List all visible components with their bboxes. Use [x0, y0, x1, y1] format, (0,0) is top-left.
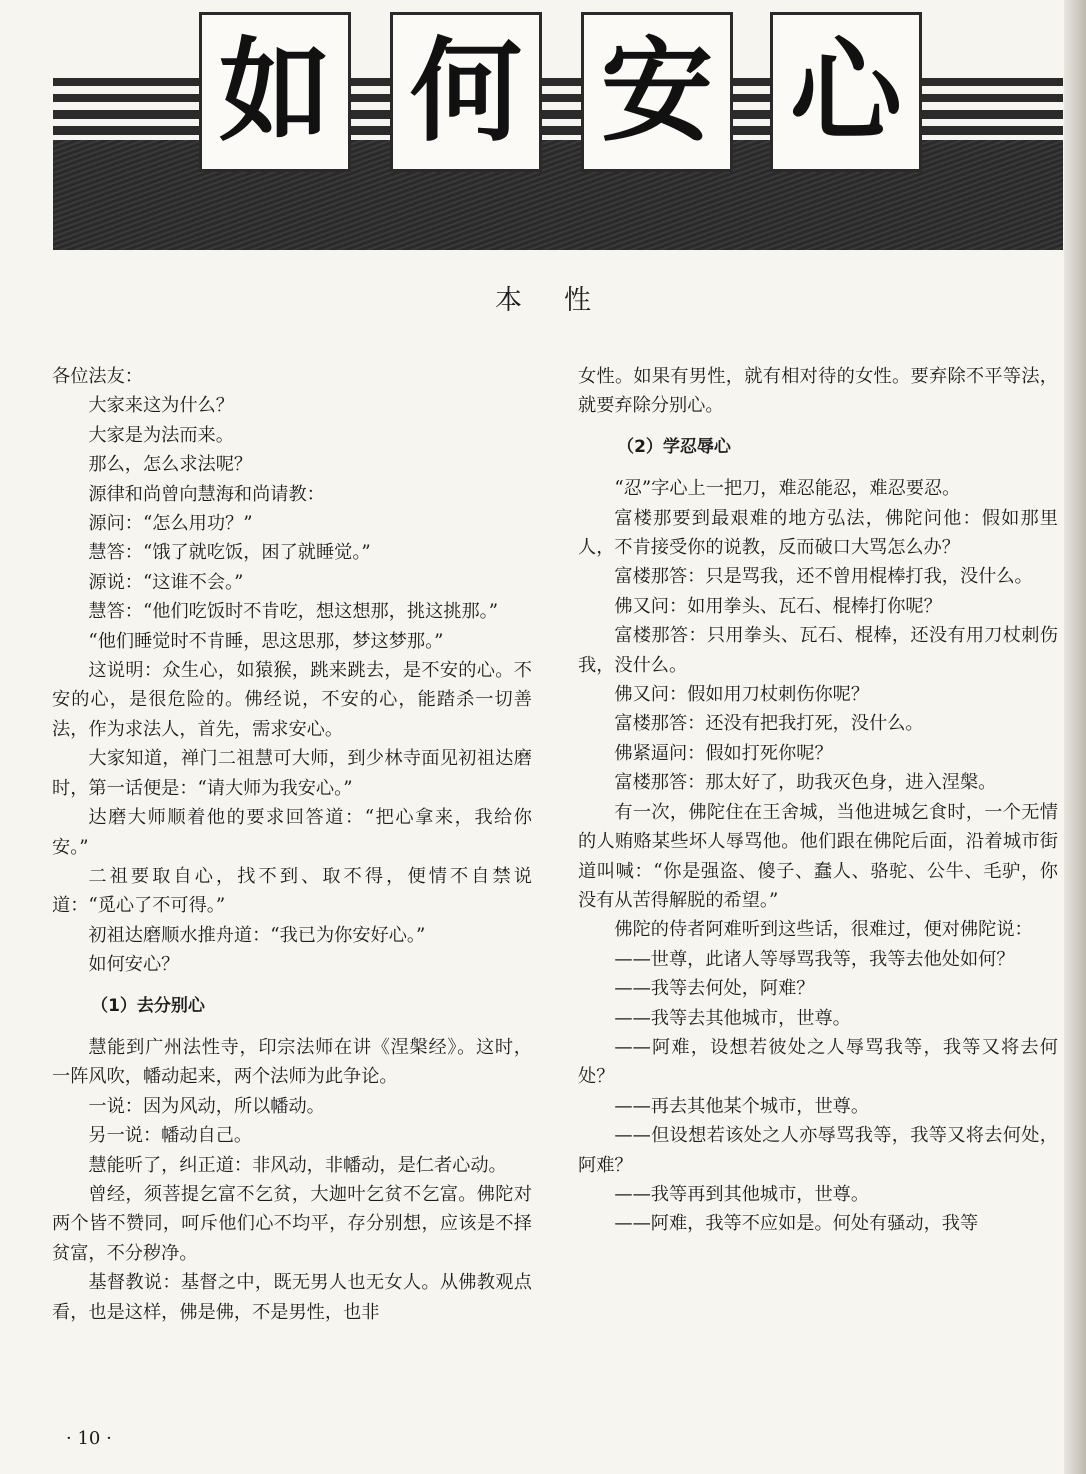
- paragraph: 达磨大师顺着他的要求回答道：“把心拿来，我给你安。”: [52, 807, 532, 858]
- paragraph: 曾经，须菩提乞富不乞贫，大迦叶乞贫不乞富。佛陀对两个皆不赞同，呵斥他们心不均平，存分别想，应该是不择贫富，不分秽净。: [52, 1183, 532, 1264]
- paragraph: 富楼那要到最艰难的地方弘法，佛陀问他：假如那里人，不肯接受你的说教，反而破口大骂怎么办？: [578, 507, 1058, 559]
- paragraph: 慧能听了，纠正道：非风动，非幡动，是仁者心动。: [88, 1154, 507, 1176]
- paragraph: ——我等去何处，阿难？: [614, 978, 815, 1000]
- title-char: 安: [601, 26, 713, 157]
- paragraph: ——阿难，我等不应如是。何处有骚动，我等: [614, 1213, 979, 1235]
- paragraph: 大家是为法而来。: [88, 424, 234, 446]
- paragraph: 源说：“这谁不会。”: [88, 571, 244, 593]
- paragraph: 另一说：幡动自己。: [88, 1125, 253, 1147]
- paragraph: ——阿难，设想若彼处之人辱骂我等，我等又将去何处？: [578, 1036, 1058, 1088]
- title-char-box: [390, 12, 542, 172]
- page-edge-shadow: [1064, 0, 1086, 1474]
- title-char-box: [770, 12, 922, 172]
- paragraph: 基督教说：基督之中，既无男人也无女人。从佛教观点看，也是这样，佛是佛，不是男性，也非: [52, 1272, 532, 1323]
- title-char: 何: [410, 26, 522, 157]
- title-char: 如: [219, 26, 331, 157]
- paragraph: ——我等再到其他城市，世尊。: [614, 1183, 870, 1205]
- left-column: [52, 362, 532, 1327]
- paragraph: 源律和尚曾向慧海和尚请教：: [88, 483, 325, 505]
- paragraph: ——但设想若该处之人亦辱骂我等，我等又将去何处，阿难？: [578, 1125, 1058, 1176]
- paragraph: 富楼那答：还没有把我打死，没什么。: [614, 713, 924, 735]
- paragraph: 大家知道，禅门二祖慧可大师，到少林寺面见初祖达磨时，第一话便是：“请大师为我安心。”: [52, 748, 532, 799]
- title-banner: [53, 8, 1063, 248]
- right-column: [578, 362, 1058, 1239]
- paragraph: 慧答：“他们吃饭时不肯吃，想这想那，挑这挑那。”: [88, 601, 499, 623]
- paragraph: ——再去其他某个城市，世尊。: [614, 1095, 870, 1117]
- section-title: 本性: [495, 285, 633, 316]
- paragraph: 富楼那答：只是骂我，还不曾用棍棒打我，没什么。: [614, 566, 1033, 588]
- paragraph: 这说明：众生心，如猿猴，跳来跳去，是不安的心。不安的心，是很危险的。佛经说，不安的心，能踏杀一切善法，作为求法人，首先，需求安心。: [52, 660, 532, 740]
- paragraph: 大家来这为什么？: [88, 395, 234, 417]
- paragraph: 源问：“怎么用功？”: [88, 513, 253, 535]
- paragraph: 佛陀的侍者阿难听到这些话，很难过，便对佛陀说：: [614, 919, 1033, 941]
- paragraph: ——我等去其他城市，世尊。: [614, 1007, 851, 1029]
- paragraph: 二祖要取自心，找不到、取不得，便情不自禁说道：“觅心了不可得。”: [52, 865, 532, 917]
- paragraph: 佛又问：假如用刀杖刺伤你呢？: [614, 684, 870, 706]
- title-char-box: [581, 12, 733, 172]
- title-char: 心: [790, 26, 902, 157]
- title-char-box: [199, 12, 351, 172]
- subheading: （2）学忍辱心: [617, 436, 731, 457]
- paragraph: 如何安心？: [88, 954, 180, 976]
- paragraph: 一说：因为风动，所以幡动。: [88, 1095, 325, 1117]
- page-number: · 10 ·: [66, 1428, 112, 1449]
- paragraph: 各位法友：: [52, 366, 143, 387]
- paragraph: “他们睡觉时不肯睡，思这思那，梦这梦那。”: [88, 630, 444, 652]
- paragraph: ——世尊，此诸人等辱骂我等，我等去他处如何？: [614, 948, 1015, 970]
- paragraph: 慧答：“饿了就吃饭，困了就睡觉。”: [88, 542, 371, 564]
- paragraph: 女性。如果有男性，就有相对待的女性。要弃除不平等法，就要弃除分别心。: [578, 366, 1058, 417]
- paragraph: 有一次，佛陀住在王舍城，当他进城乞食时，一个无情的人贿赂某些坏人辱骂他。他们跟在佛陀后面，沿着城市街道叫喊：“你是强盗、傻子、蠢人、骆驼、公牛、毛驴，你没有从苦得解脱的希望。”: [578, 801, 1058, 911]
- paragraph: 富楼那答：只用拳头、瓦石、棍棒，还没有用刀杖刺伤我，没什么。: [578, 625, 1058, 676]
- paragraph: 佛又问：如用拳头、瓦石、棍棒打你呢？: [614, 595, 942, 617]
- paragraph: 慧能到广州法性寺，印宗法师在讲《涅槃经》。这时，一阵风吹，幡动起来，两个法师为此争论。: [52, 1036, 532, 1088]
- paragraph: “忍”字心上一把刀，难忍能忍，难忍要忍。: [614, 478, 961, 500]
- subheading: （1）去分别心: [91, 995, 205, 1016]
- paragraph: 那么，怎么求法呢？: [88, 454, 253, 476]
- paragraph: 初祖达磨顺水推舟道：“我已为你安好心。”: [88, 924, 426, 946]
- paragraph: 佛紧逼问：假如打死你呢？: [614, 742, 833, 764]
- paragraph: 富楼那答：那太好了，助我灭色身，进入涅槃。: [614, 772, 997, 794]
